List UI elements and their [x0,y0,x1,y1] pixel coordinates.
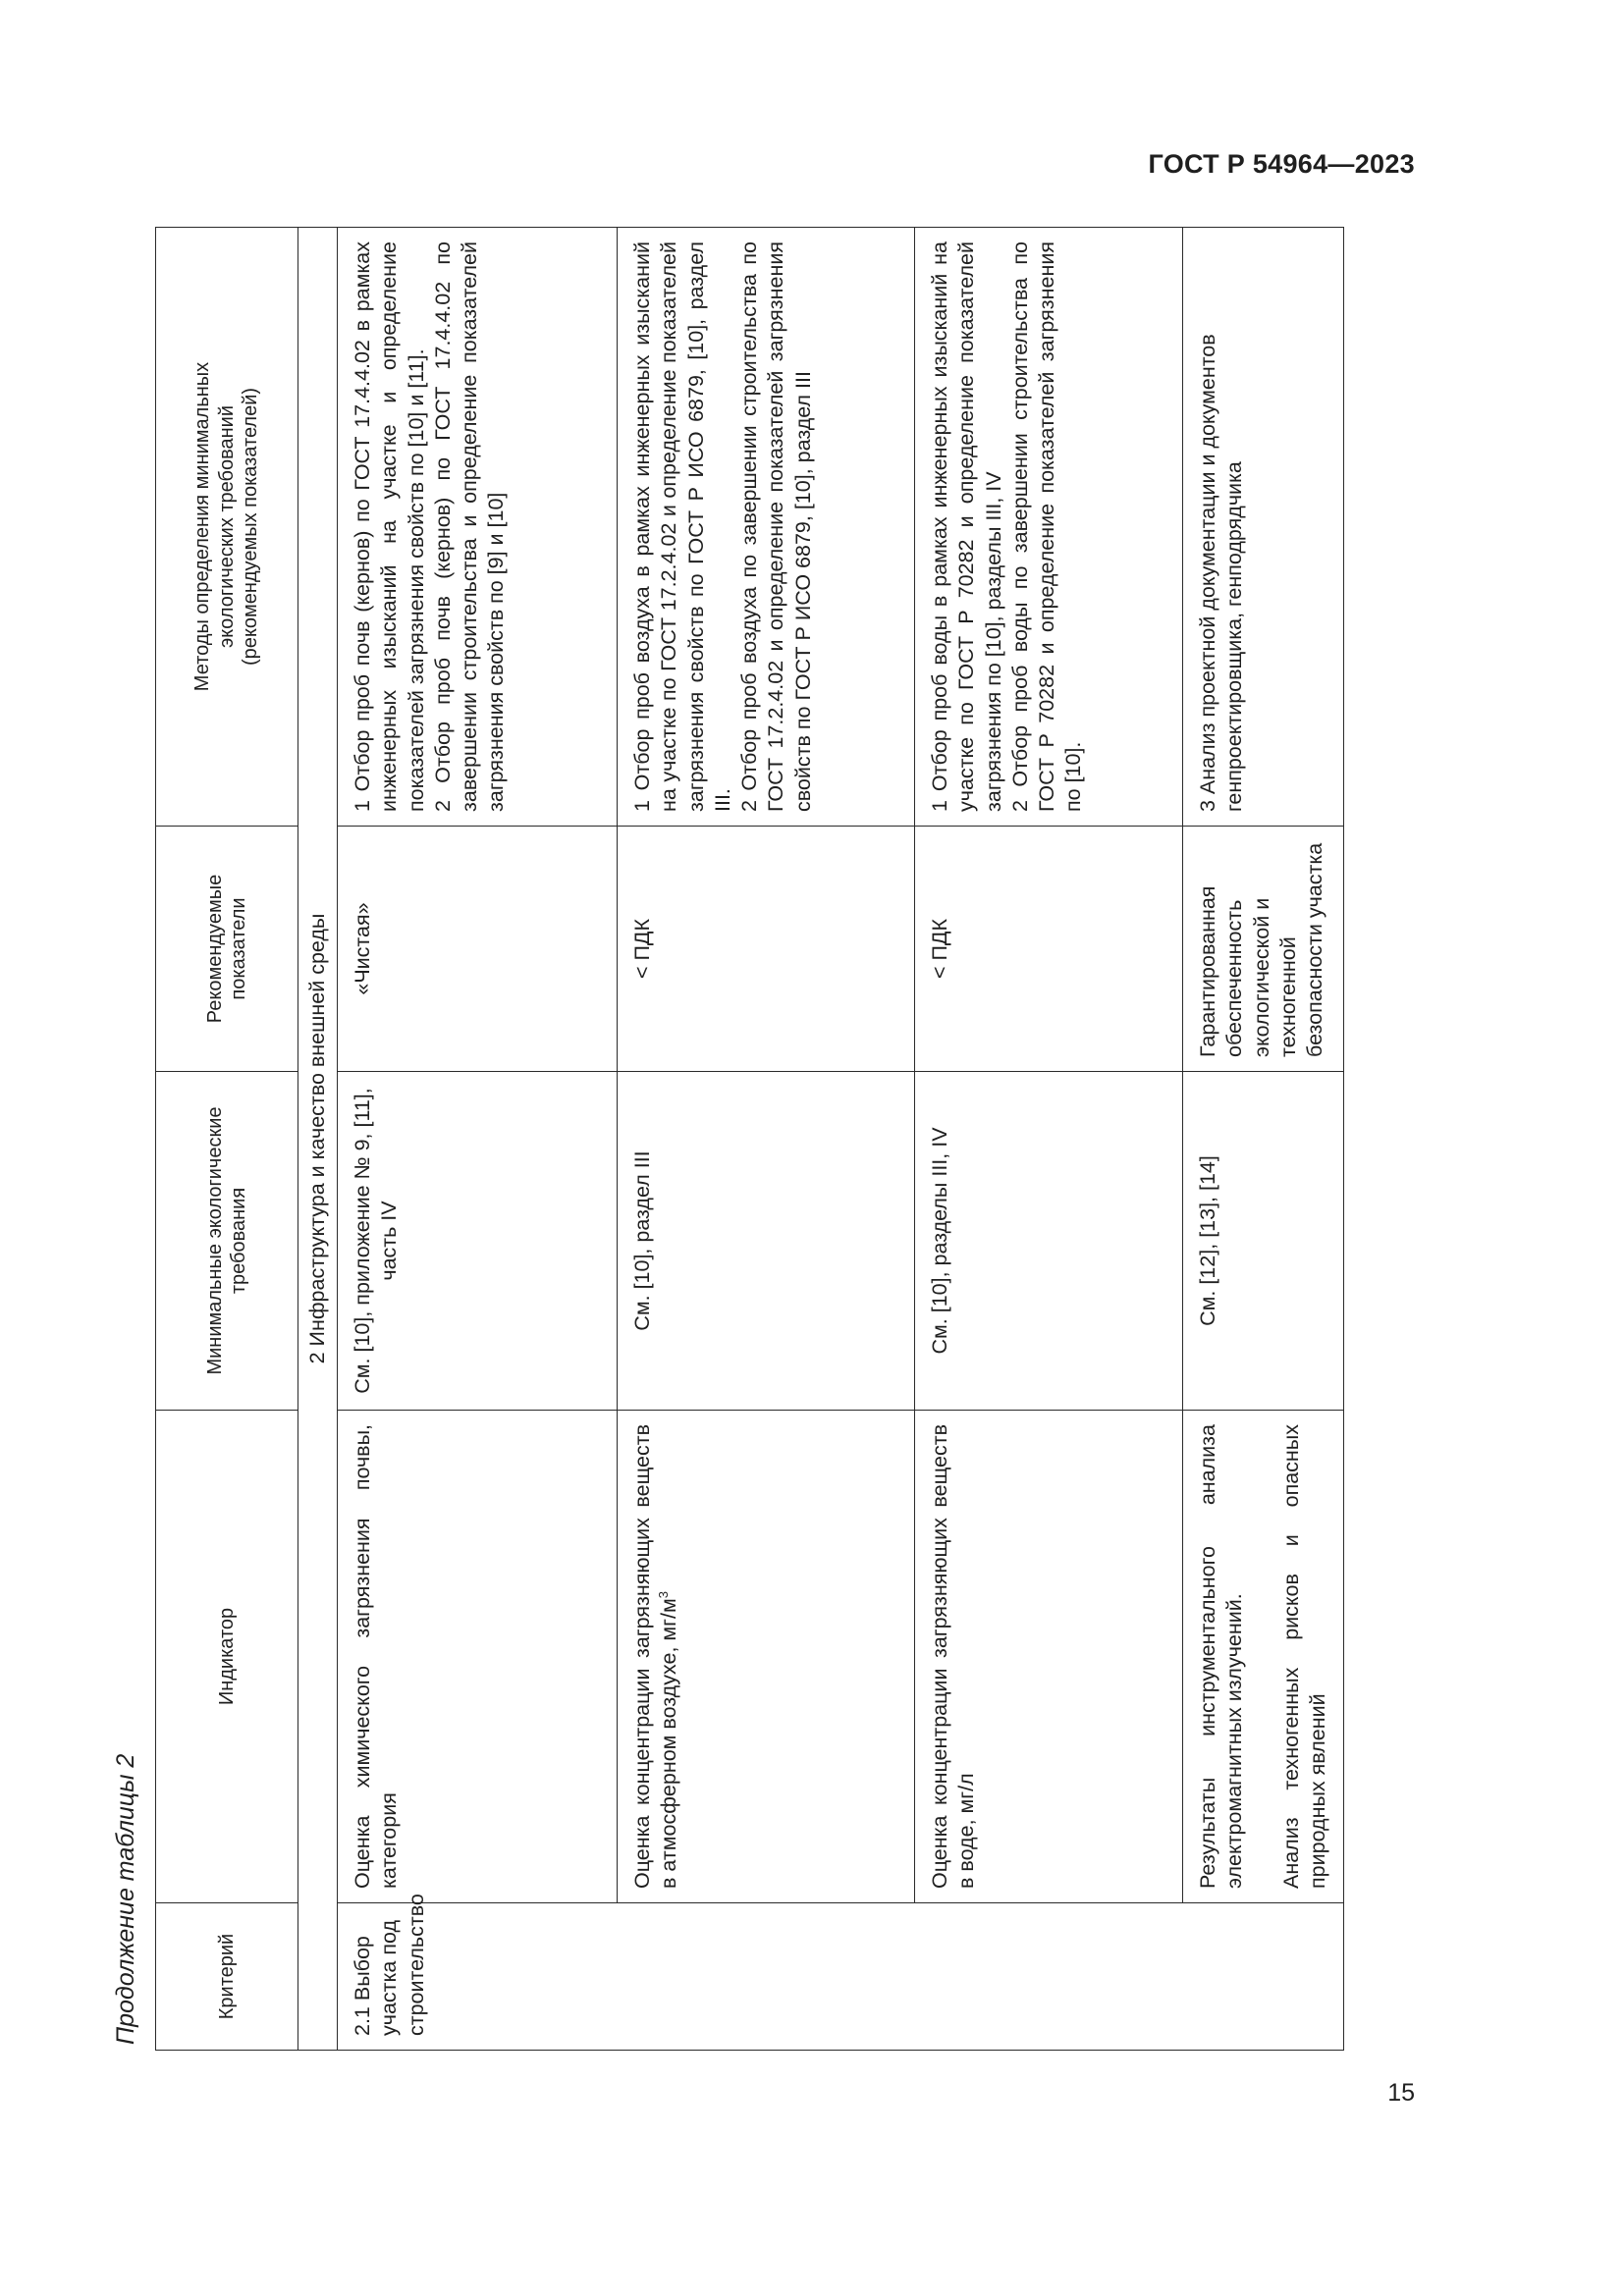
methods-cell [618,228,915,827]
indicator-text: Оценка концентрации загрязняющих веществ в атмосферном воздухе, мг/м [630,1424,681,1889]
unit-superscript: 3 [656,1590,672,1599]
page-number: 15 [1387,2079,1415,2107]
methods-step-2: 2 Отбор проб почв (кернов) по ГОСТ 17.4.4.02 по завершении строительства и определение показателей загрязнения свойств по [9] и [10] [430,241,509,812]
methods-cell [915,228,1183,827]
table-rotated-container [155,228,1335,2051]
table-row [618,228,915,2051]
methods-step-1: 1 Отбор проб почв (кернов) по ГОСТ 17.4.4.02 в рамках инженерных изысканий на участке и определение показателей загрязнения свойств по [10] и [11]. [351,241,428,812]
section-title-row [298,228,338,2051]
table-header-row [156,228,298,2051]
table-row [338,228,618,2051]
recommended-cell: < ПДК [618,827,915,1072]
requirement-cell: См. [10], приложение № 9, [11], часть IV [338,1072,618,1411]
requirement-cell: См. [10], раздел III [618,1072,915,1411]
recommended-cell: Гарантированная обеспеченность экологической и техногенной безопасности участка [1183,827,1344,1072]
header-criterion: Критерий [156,1903,298,2051]
header-methods [156,228,298,827]
requirement-cell: См. [10], разделы III, IV [915,1072,1183,1411]
requirements-table [155,227,1344,2051]
indicator-cell: Оценка химического загрязнения почвы, категория [338,1411,618,1903]
table-row [1183,228,1344,2051]
criterion-cell: 2.1 Выбор участка под строительство [338,1903,1344,2051]
table-continuation-label: Продолжение таблицы 2 [112,1753,139,2045]
methods-cell [338,228,618,827]
methods-step-3: 3 Анализ проектной документации и документов генпроектировщика, генподрядчика [1196,334,1247,812]
standard-code: ГОСТ Р 54964—2023 [1148,149,1415,179]
methods-cell [1183,228,1344,827]
paragraph-gap [1249,1424,1278,1889]
header-indicator: Индикатор [156,1411,298,1903]
table-row [915,228,1183,2051]
header-methods-line-3: (рекомендуемых показателей) [240,387,262,667]
header-min-requirements: Минимальные экологические требования [156,1072,298,1411]
indicator-cell: Оценка концентрации загрязняющих веществ в воде, мг/л [915,1411,1183,1903]
methods-step-2: 2 Отбор проб воздуха по завершении строительства по ГОСТ 17.2.4.02 и определение показателей загрязнения свойств по ГОСТ Р ИСО 6879, [10], раздел III [737,241,815,812]
indicator-line-2: Анализ техногенных рисков и опасных природных явлений [1278,1424,1329,1889]
section-title: 2 Инфраструктура и качество внешней среды [298,228,338,2051]
indicator-cell [1183,1411,1344,1903]
header-methods-line-2: экологических требований [215,404,238,649]
recommended-cell: «Чистая» [338,827,618,1072]
indicator-cell [618,1411,915,1903]
methods-step-1: 1 Отбор проб воздуха в рамках инженерных изысканий на участке по ГОСТ 17.2.4.02 и определение показателей загрязнения свойств по ГОСТ Р ИСО 6879, [10], раздел III. [630,241,734,812]
methods-step-2: 2 Отбор проб воды по завершении строительства по ГОСТ Р 70282 и определение показателей загрязнения по [10]. [1007,241,1086,812]
recommended-cell: < ПДК [915,827,1183,1072]
header-methods-line-1: Методы определения минимальных [191,361,214,692]
indicator-line-1: Результаты инструментального анализа электромагнитных излучений. [1196,1424,1247,1889]
header-recommended: Рекомендуемые показатели [156,827,298,1072]
requirement-cell: См. [12], [13], [14] [1183,1072,1344,1411]
methods-step-1: 1 Отбор проб воды в рамках инженерных изысканий на участке по ГОСТ Р 70282 и определение показателей загрязнения по [10], разделы III, IV [928,241,1005,812]
